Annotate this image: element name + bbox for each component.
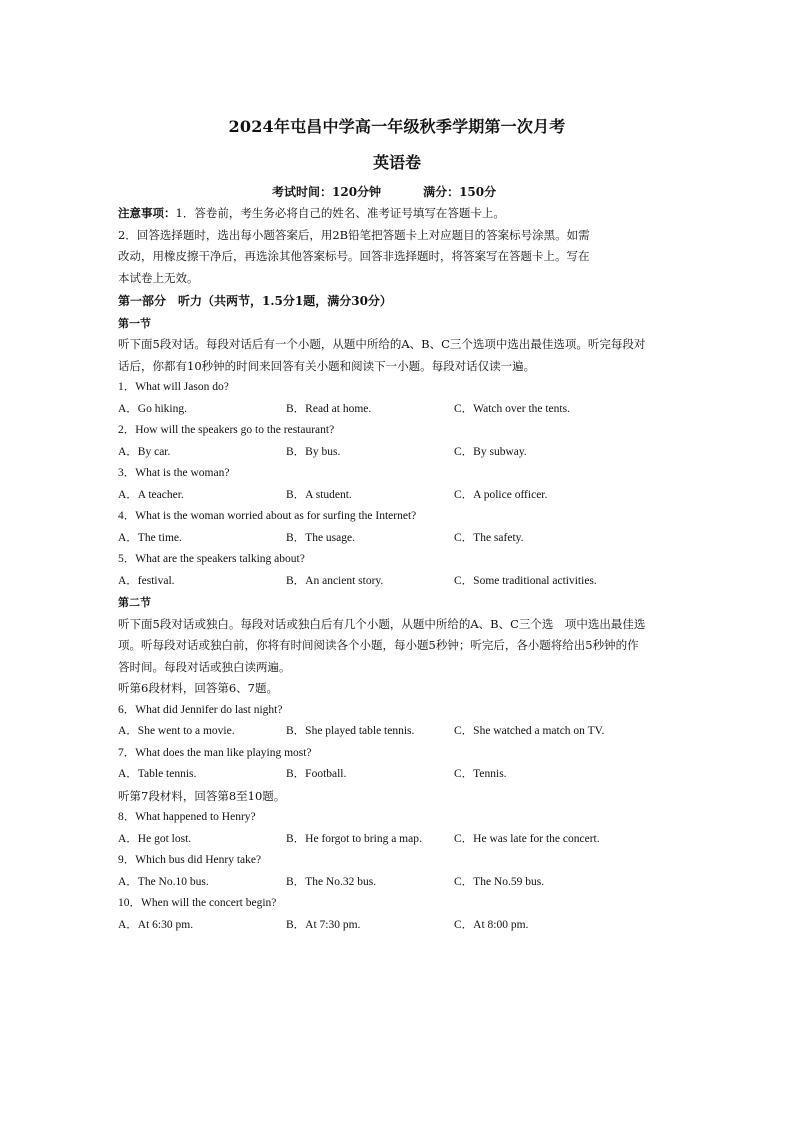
exam-title: 2024年屯昌中学高一年级秋季学期第一次月考: [228, 117, 566, 136]
question-stem-1: 1．What will Jason do?: [118, 381, 229, 393]
option-6b: B．She played table tennis.: [286, 725, 415, 737]
exam-time: 考试时间：120分钟: [272, 185, 382, 199]
option-5c: C．Some traditional activities.: [454, 574, 597, 587]
section-2-instruction-line-3: 答时间。每段对话或独白读两遍。: [118, 659, 291, 674]
option-8c: C．He was late for the concert.: [454, 832, 600, 845]
section-2-title: 第二节: [118, 596, 151, 609]
question-options-4: [118, 528, 678, 550]
option-10c: C．At 8:00 pm.: [454, 918, 529, 931]
notice-item-2-line-3: 本试卷上无效。: [118, 270, 199, 285]
option-10a: A．At 6:30 pm.: [118, 918, 194, 931]
question-stem-2: 2．How will the speakers go to the restaurant?: [118, 424, 335, 436]
option-5a: A．festival.: [118, 574, 175, 587]
option-5b: B．An ancient story.: [286, 574, 384, 587]
option-8a: A．He got lost.: [118, 832, 192, 845]
option-4c: C．The safety.: [454, 531, 524, 544]
question-stem-3: 3．What is the woman?: [118, 467, 230, 479]
question-options-9: [118, 872, 678, 894]
option-10b: B．At 7:30 pm.: [286, 918, 361, 931]
notice-item-2-line-2: 改动，用橡皮擦干净后，再选涂其他答案标号。回答非选择题时，将答案写在答题卡上。写在: [118, 249, 590, 263]
option-4b: B．The usage.: [286, 531, 355, 544]
question-options-2: [118, 442, 678, 464]
option-2b: B．By bus.: [286, 445, 341, 458]
question-options-10: [118, 915, 678, 937]
option-2a: A．By car.: [118, 445, 171, 458]
option-6a: A．She went to a movie.: [118, 725, 235, 737]
section-2-instruction-line-1: 听下面5段对话或独白。每段对话或独白后有几个小题，从题中所给的A、B、C三个选 项中选出最佳选: [118, 616, 646, 631]
option-3b: B．A student.: [286, 488, 352, 501]
question-stem-6: 6．What did Jennifer do last night?: [118, 703, 283, 716]
option-8b: B．He forgot to bring a map.: [286, 832, 422, 845]
part-1-title: 第一部分 听力（共两节，1.5分1题，满分30分）: [118, 294, 392, 308]
material-7-note: 听第7段材料，回答第8至10题。: [118, 788, 286, 803]
question-stem-10: 10．When will the concert begin?: [118, 897, 277, 909]
question-options-6: [118, 721, 678, 743]
section-1-instruction-line-1: 听下面5段对话。每段对话后有一个小题，从题中所给的A、B、C三个选项中选出最佳选项。听完每段对: [118, 337, 646, 351]
exam-score: 满分：150分: [423, 185, 497, 199]
option-7b: B．Football.: [286, 768, 347, 780]
exam-subtitle: 英语卷: [372, 153, 421, 172]
section-2-instruction-line-2: 项。听每段对话或独白前，你将有时间阅读各个小题，每小题5秒钟；听完后，各小题将给出5秒钟的作: [118, 638, 639, 652]
question-stem-9: 9．Which bus did Henry take?: [118, 854, 262, 866]
option-9a: A．The No.10 bus.: [118, 875, 209, 888]
option-3a: A．A teacher.: [118, 488, 184, 501]
notice-section: [118, 203, 678, 936]
question-stem-8: 8．What happened to Henry?: [118, 811, 256, 823]
section-1-instruction-line-2: 话后，你都有10秒钟的时间来回答有关小题和阅读下一小题。每段对话仅读一遍。: [118, 358, 536, 373]
option-9b: B．The No.32 bus.: [286, 875, 377, 888]
option-9c: C．The No.59 bus.: [454, 875, 545, 888]
option-7a: A．Table tennis.: [118, 768, 197, 780]
option-4a: A．The time.: [118, 531, 182, 544]
option-6c: C．She watched a match on TV.: [454, 725, 605, 737]
question-options-5: [118, 571, 678, 593]
exam-info: [272, 183, 496, 200]
material-6-note: 听第6段材料，回答第6、7题。: [118, 681, 278, 695]
question-options-3: [118, 485, 678, 507]
notice-item-2-line-1: 2．回答选择题时，选出每小题答案后，用2B铅笔把答题卡上对应题目的答案标号涂黑。如需: [118, 227, 590, 242]
question-stem-5: 5．What are the speakers talking about?: [118, 553, 305, 565]
option-1a: A．Go hiking.: [118, 402, 187, 415]
option-2c: C．By subway.: [454, 445, 527, 458]
option-7c: C．Tennis.: [454, 768, 507, 780]
notice-item-1: 1．答卷前，考生务必将自己的姓名、准考证号填写在答题卡上。: [175, 206, 505, 220]
question-stem-4: 4．What is the woman worried about as for surfing the Internet?: [118, 510, 417, 522]
question-options-7: [118, 764, 678, 786]
option-3c: C．A police officer.: [454, 488, 548, 501]
option-1c: C．Watch over the tents.: [454, 402, 570, 415]
question-options-1: [118, 399, 678, 421]
question-stem-7: 7．What does the man like playing most?: [118, 746, 312, 759]
option-1b: B．Read at home.: [286, 402, 372, 415]
section-1-title: 第一节: [118, 316, 151, 330]
notice-label: 注意事项：: [118, 206, 176, 220]
question-options-8: [118, 829, 678, 851]
